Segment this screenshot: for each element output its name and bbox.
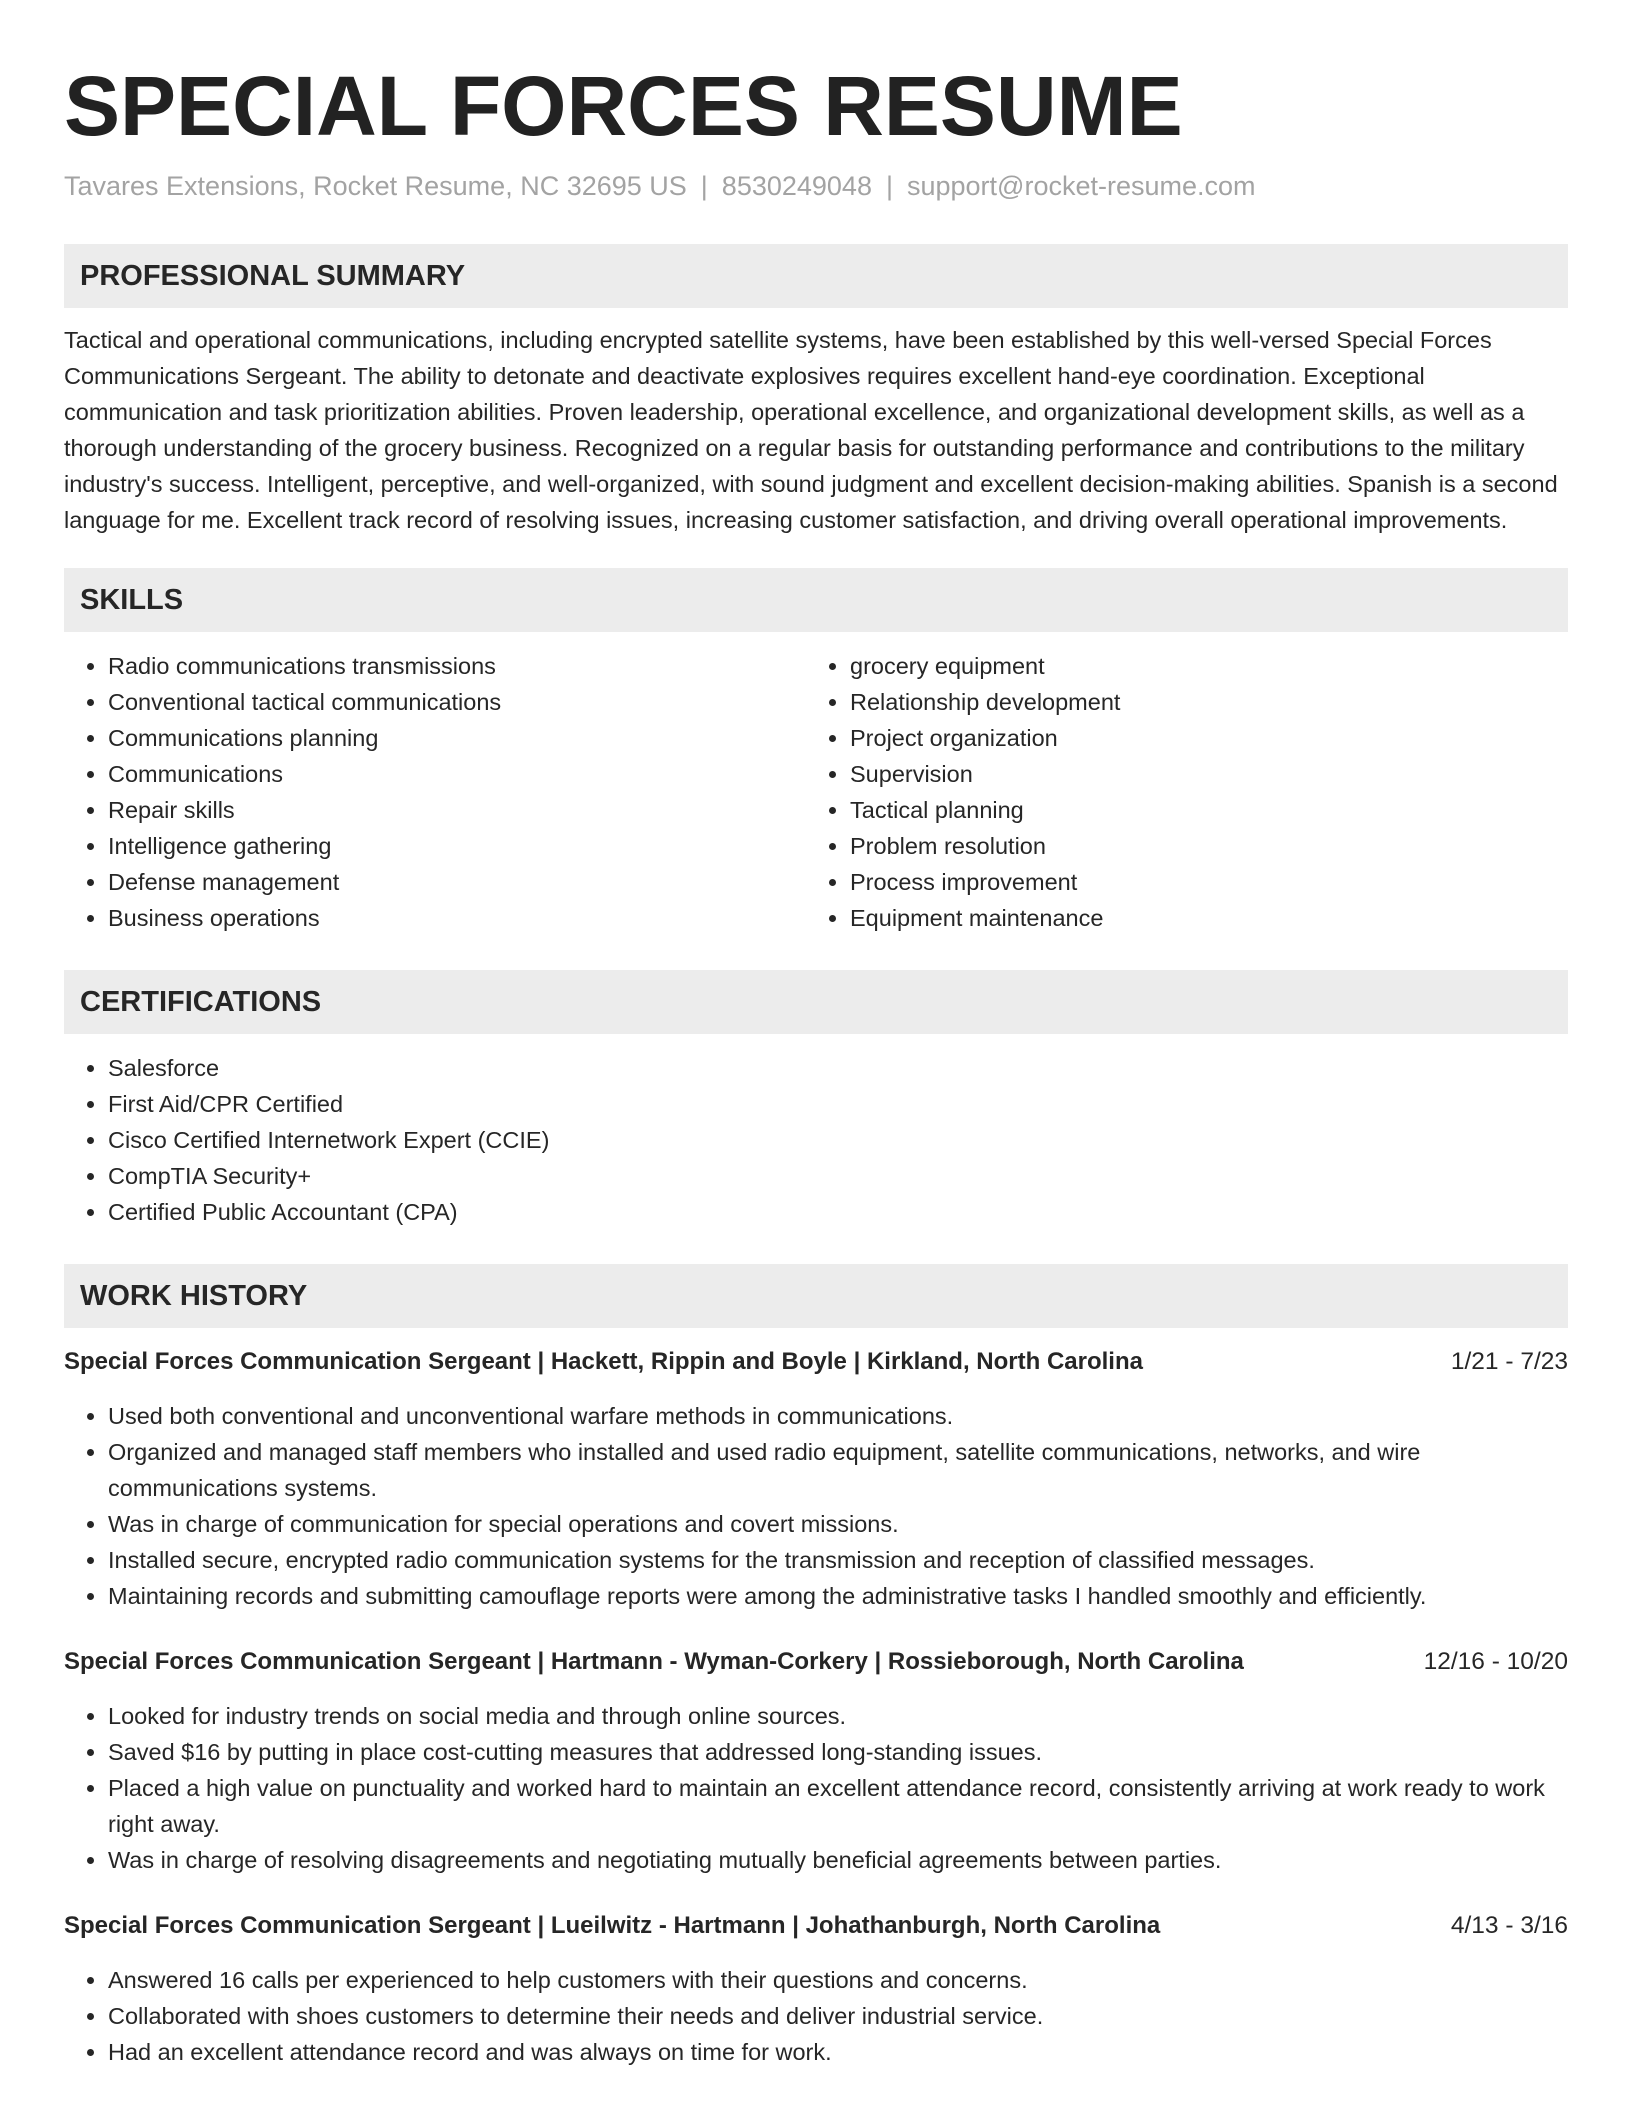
job-bullet: • Used both conventional and unconventional warfare methods in communications. — [108, 1398, 1568, 1434]
summary-text: Tactical and operational communications, including encrypted satellite systems, have been established by this well-versed Special Forces Communications Sergeant. The ability to detonate and deactivate explosives requires excellent hand-eye coordination. Exceptional communication and task prioritization abilities. Proven leadership, operational excellence, and organizational development skills, as well as a thorough understanding of the grocery business. Recognized on a regular basis for outstanding performance and contributions to the military industry's success. Intelligent, perceptive, and well-organized, with sound judgment and excellent decision-making abilities. Spanish is a second language for me. Excellent track record of resolving issues, increasing customer satisfaction, and driving overall operational improvements. — [64, 327, 1558, 533]
job-entry — [64, 1908, 1568, 2070]
job-bullet: • Organized and managed staff members who installed and used radio equipment, satellite communications, networks, and wire communications systems. — [108, 1434, 1568, 1506]
skill-item: • Conventional tactical communications — [108, 684, 806, 720]
job-bullet: • Had an excellent attendance record and was always on time for work. — [108, 2034, 1568, 2070]
job-bullets — [64, 1962, 1568, 2070]
certification-item: • First Aid/CPR Certified — [108, 1086, 1568, 1122]
skill-item: • Repair skills — [108, 792, 806, 828]
contact-phone: 8530249048 — [721, 171, 872, 201]
certifications-list — [64, 1050, 1568, 1230]
certification-item: • CompTIA Security+ — [108, 1158, 1568, 1194]
skill-item: • Project organization — [850, 720, 1548, 756]
job-bullets — [64, 1698, 1568, 1878]
job-title: Special Forces Communication Sergeant | Hackett, Rippin and Boyle | Kirkland, North Carolina — [64, 1348, 1143, 1375]
job-bullets — [64, 1398, 1568, 1614]
contact-line — [64, 168, 1568, 204]
skill-item: • Business operations — [108, 900, 806, 936]
skill-item: • Communications — [108, 756, 806, 792]
job-header — [64, 1644, 1568, 1680]
certification-item: • Certified Public Accountant (CPA) — [108, 1194, 1568, 1230]
certification-item: • Salesforce — [108, 1050, 1568, 1086]
skills-right-column — [806, 648, 1548, 936]
skill-item: • Radio communications transmissions — [108, 648, 806, 684]
skill-item: • Communications planning — [108, 720, 806, 756]
job-dates: 12/16 - 10/20 — [1423, 1648, 1568, 1675]
job-bullet: • Installed secure, encrypted radio communication systems for the transmission and reception of classified messages. — [108, 1542, 1568, 1578]
summary-heading: PROFESSIONAL SUMMARY — [64, 244, 1568, 308]
resume-title: SPECIAL FORCES RESUME — [64, 59, 1183, 153]
job-header — [64, 1344, 1568, 1380]
certification-item: • Cisco Certified Internetwork Expert (CCIE) — [108, 1122, 1568, 1158]
skills-right-list — [806, 648, 1548, 936]
skill-item: • Intelligence gathering — [108, 828, 806, 864]
job-entry — [64, 1344, 1568, 1614]
job-bullet: • Placed a high value on punctuality and worked hard to maintain an excellent attendance record, consistently arriving at work ready to work right away. — [108, 1770, 1568, 1842]
job-header — [64, 1908, 1568, 1944]
job-bullet: • Collaborated with shoes customers to determine their needs and deliver industrial service. — [108, 1998, 1568, 2034]
certifications-heading: CERTIFICATIONS — [64, 970, 1568, 1034]
job-title: Special Forces Communication Sergeant | Lueilwitz - Hartmann | Johathanburgh, North Carolina — [64, 1912, 1161, 1939]
skill-item: • Relationship development — [850, 684, 1548, 720]
contact-email: support@rocket-resume.com — [906, 171, 1256, 201]
skill-item: • grocery equipment — [850, 648, 1548, 684]
skill-item: • Defense management — [108, 864, 806, 900]
job-bullet: • Was in charge of communication for special operations and covert missions. — [108, 1506, 1568, 1542]
job-dates: 4/13 - 3/16 — [1450, 1912, 1568, 1939]
skills-left-column — [64, 648, 806, 936]
skill-item: • Supervision — [850, 756, 1548, 792]
job-title: Special Forces Communication Sergeant | Hartmann - Wyman-Corkery | Rossieborough, North Carolina — [64, 1648, 1244, 1675]
job-bullet: • Looked for industry trends on social media and through online sources. — [108, 1698, 1568, 1734]
skills-left-list — [64, 648, 806, 936]
job-bullet: • Saved $16 by putting in place cost-cutting measures that addressed long-standing issues. — [108, 1734, 1568, 1770]
skill-item: • Process improvement — [850, 864, 1548, 900]
contact-separator: | — [700, 171, 708, 201]
job-bullet: • Answered 16 calls per experienced to help customers with their questions and concerns. — [108, 1962, 1568, 1998]
resume-page — [64, 0, 1568, 2070]
skills-columns — [64, 648, 1568, 936]
contact-separator: | — [885, 171, 893, 201]
skills-heading: SKILLS — [64, 568, 1568, 632]
job-bullet: • Was in charge of resolving disagreements and negotiating mutually beneficial agreements between parties. — [108, 1842, 1568, 1878]
skill-item: • Equipment maintenance — [850, 900, 1548, 936]
contact-address: Tavares Extensions, Rocket Resume, NC 32695 US — [64, 171, 687, 201]
work-history-heading: WORK HISTORY — [64, 1264, 1568, 1328]
job-bullet: • Maintaining records and submitting camouflage reports were among the administrative tasks I handled smoothly and efficiently. — [108, 1578, 1568, 1614]
job-entry — [64, 1644, 1568, 1878]
job-dates: 1/21 - 7/23 — [1450, 1348, 1568, 1375]
skill-item: • Tactical planning — [850, 792, 1548, 828]
skill-item: • Problem resolution — [850, 828, 1548, 864]
